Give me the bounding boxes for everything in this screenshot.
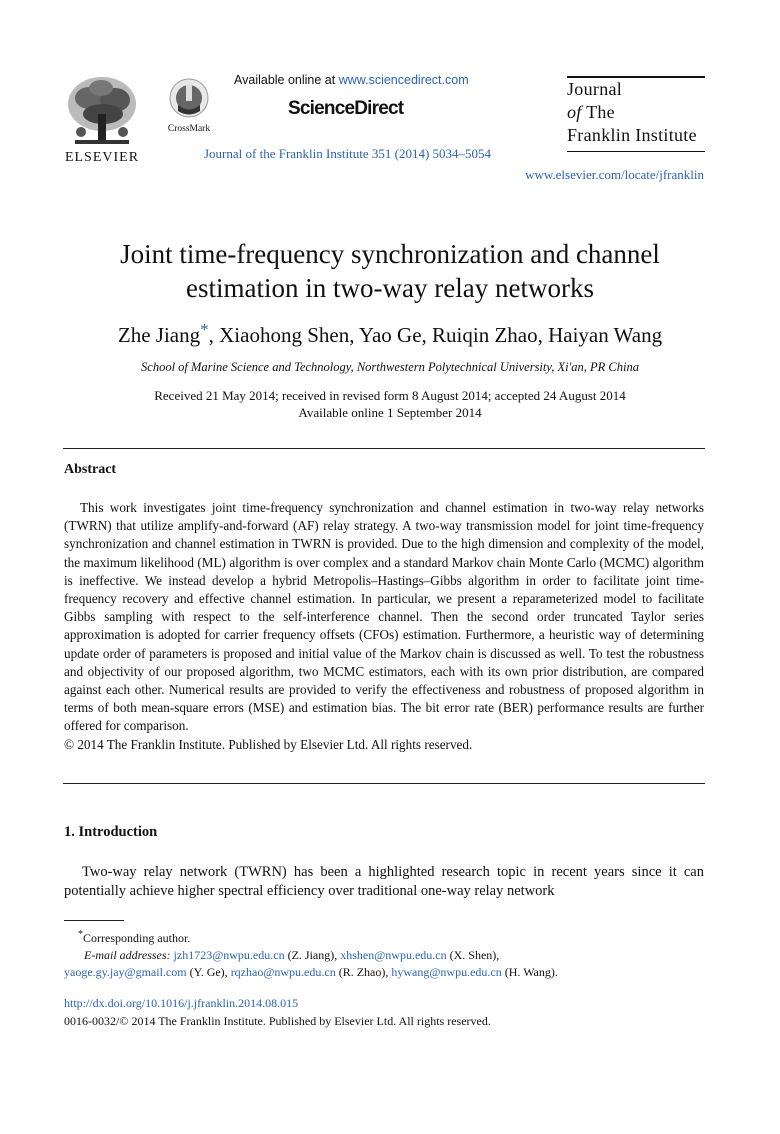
corresponding-footnote bbox=[64, 926, 704, 947]
introduction-text: Two-way relay network (TWRN) has been a highlighted research topic in recent years since it can potentially achieve higher spectral efficiency over traditional one-way relay network bbox=[64, 864, 704, 899]
email-name-zhao: (R. Zhao), bbox=[335, 965, 392, 979]
authors-rest: , Xiaohong Shen, Yao Ge, Ruiqin Zhao, Haiyan Wang bbox=[208, 323, 663, 347]
author-first: Zhe Jiang bbox=[117, 323, 201, 347]
masthead-the: The bbox=[581, 102, 615, 122]
email-name-ge: (Y. Ge), bbox=[186, 965, 231, 979]
corresponding-text: Corresponding author. bbox=[83, 931, 191, 945]
available-online-line bbox=[234, 73, 469, 87]
journal-masthead bbox=[567, 76, 705, 152]
corresponding-author-marker[interactable]: * bbox=[200, 320, 209, 339]
crossmark-icon bbox=[169, 78, 209, 118]
journal-reference[interactable]: Journal of the Franklin Institute 351 (2014) 5034–5054 bbox=[204, 146, 492, 161]
affiliation: School of Marine Science and Technology, Northwestern Polytechnical University, Xi'an, PR China bbox=[141, 360, 639, 374]
journal-homepage-link[interactable]: www.elsevier.com/locate/jfranklin bbox=[525, 167, 704, 182]
abstract-top-rule bbox=[63, 448, 705, 449]
masthead-of: of bbox=[567, 102, 582, 122]
email-name-jiang: (Z. Jiang), bbox=[284, 948, 341, 962]
sciencedirect-link[interactable]: www.sciencedirect.com bbox=[338, 73, 469, 87]
email-link-zhao[interactable]: rqzhao@nwpu.edu.cn bbox=[230, 965, 336, 979]
elsevier-logo bbox=[60, 74, 144, 168]
author-list bbox=[0, 320, 780, 348]
footnotes bbox=[64, 926, 704, 981]
crossmark-badge[interactable] bbox=[162, 78, 216, 134]
received-dates: Received 21 May 2014; received in revised form 8 August 2014; accepted 24 August 2014 bbox=[154, 388, 626, 403]
email-link-jiang[interactable]: jzh1723@nwpu.edu.cn bbox=[173, 948, 285, 962]
paper-title bbox=[0, 237, 780, 305]
abstract-text: This work investigates joint time-frequency synchronization and channel estimation in two-way relay networks (TWRN) that utilize amplify-and-forward (AF) relay strategy. A two-way transmission model for joint time-frequency synchronization and channel estimation in TWRN is provided. Due to the high dimension and complexity of the model, the maximum likelihood (ML) algorithm is over complex and a standard Markov chain Monte Carlo (MCMC) algorithm is ineffective. We instead develop a hybrid Metropolis–Hastings–Gibbs algorithm in order to facilitate joint time-frequency recovery and effective channel estimation. In particular, we present a reparameterized model to facilitate Gibbs sampling with respect to the self-interference channel. Then the second order truncated Taylor series approximation is adopted for carrier frequency offsets (CFOs) estimation. Furthermore, a heuristic way of determining update order of parameters is proposed and initial value of the Markov chain is discussed as well. To test the robustness and objectivity of our proposed algorithm, two MCMC estimators, each with its own prior distribution, are compared against each other. Numerical results are provided to verify the effectiveness and robustness of proposed algorithm in terms of both mean-square errors (MSE) and estimation bias. The bit error rate (BER) performance results are further offered for comparison. bbox=[64, 500, 704, 734]
title-line-2: estimation in two-way relay networks bbox=[186, 273, 594, 303]
email-link-wang[interactable]: hywang@nwpu.edu.cn bbox=[391, 965, 502, 979]
available-prefix: Available online at bbox=[234, 73, 339, 87]
email-name-wang: (H. Wang). bbox=[501, 965, 558, 979]
email-line-1 bbox=[64, 947, 704, 964]
email-label: E-mail addresses: bbox=[84, 948, 171, 962]
doi-link[interactable]: http://dx.doi.org/10.1016/j.jfranklin.2014.08.015 bbox=[64, 996, 299, 1010]
elsevier-tree-icon bbox=[63, 74, 141, 148]
available-online-date: Available online 1 September 2014 bbox=[298, 405, 482, 420]
masthead-bottom-rule bbox=[567, 151, 705, 152]
title-line-1: Joint time-frequency synchronization and channel bbox=[120, 239, 660, 269]
crossmark-label: CrossMark bbox=[167, 124, 211, 134]
abstract-heading: Abstract bbox=[64, 462, 117, 477]
masthead-line-2 bbox=[567, 101, 705, 124]
footnote-rule bbox=[64, 920, 124, 921]
masthead-line-3: Franklin Institute bbox=[567, 125, 697, 145]
email-line-2 bbox=[64, 964, 704, 981]
footnote-star: * bbox=[78, 929, 83, 940]
abstract-bottom-rule bbox=[63, 783, 705, 784]
issn-copyright: 0016-0032/© 2014 The Franklin Institute. Published by Elsevier Ltd. All rights reserved. bbox=[64, 1014, 491, 1028]
masthead-line-1: Journal bbox=[567, 79, 623, 99]
sciencedirect-wordmark: ScienceDirect bbox=[288, 98, 404, 119]
introduction-body bbox=[64, 863, 704, 901]
article-dates bbox=[0, 387, 780, 421]
abstract-copyright: © 2014 The Franklin Institute. Published by Elsevier Ltd. All rights reserved. bbox=[64, 737, 473, 752]
email-name-shen: (X. Shen), bbox=[446, 948, 500, 962]
email-link-shen[interactable]: xhshen@nwpu.edu.cn bbox=[340, 948, 447, 962]
elsevier-wordmark: ELSEVIER bbox=[64, 150, 140, 165]
abstract-body bbox=[64, 499, 704, 736]
section-heading-introduction: 1. Introduction bbox=[64, 824, 158, 840]
email-link-ge[interactable]: yaoge.gy.jay@gmail.com bbox=[64, 965, 187, 979]
